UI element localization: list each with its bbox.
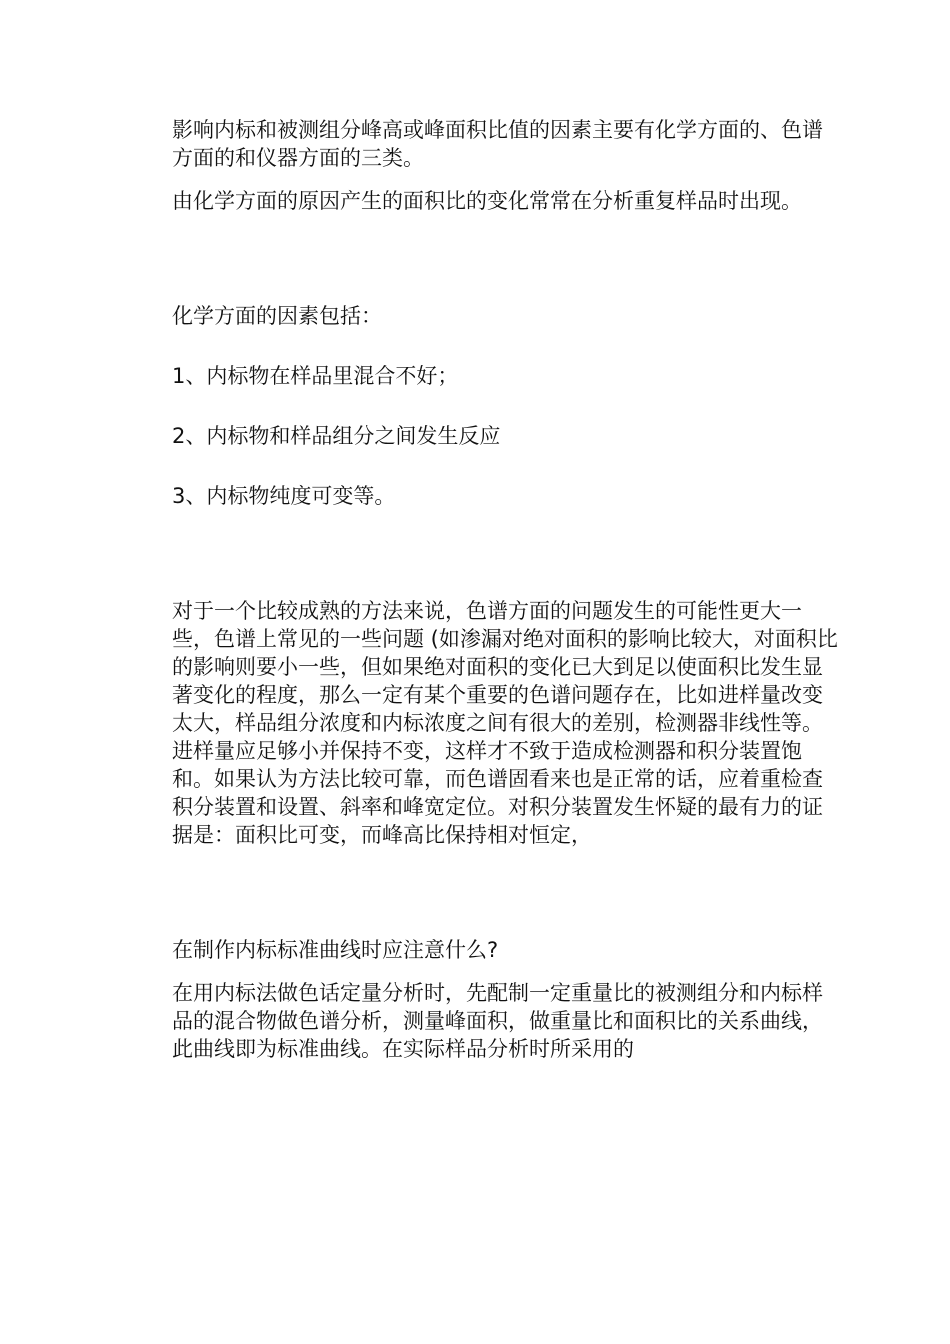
paragraph-chemical-factors-heading: 化学方面的因素包括： — [172, 304, 382, 328]
paragraph-calibration-question: 在制作内标标准曲线时应注意什么? — [172, 938, 499, 962]
list-item-1: 1、内标物在样品里混合不好； — [172, 364, 459, 388]
list-item-3: 3、内标物纯度可变等。 — [172, 484, 396, 508]
paragraph-chemical-cause: 由化学方面的原因产生的面积比的变化常常在分析重复样品时出现。 — [172, 189, 802, 213]
paragraph-chromatographic-issues: 对于一个比较成熟的方法来说，色谱方面的问题发生的可能性更大一些，色谱上常见的一些问题 (如渗漏对绝对面积的影响比较大，对面积比的影响则要小一些，但如果绝对面积的变化已大到足以使面积比发生显著变化的程度，那么一定有某个重要的色谱问题存在，比如进样量改变太大，样品组分浓度和内标浓度之间有很大的差别，检测器非线性等。进样量应足够小并保持不变，这样才不致于造成检测器和积分装置饱和。如果认为方法比较可靠，而色谱固看来也是正常的话，应着重检查积分装置和设置、斜率和峰宽定位。对积分装置发生怀疑的最有力的证据是：面积比可变，而峰高比保持相对恒定， — [172, 599, 838, 847]
paragraph-calibration-method: 在用内标法做色话定量分析时，先配制一定重量比的被测组分和内标样品的混合物做色谱分析，测量峰面积，做重量比和面积比的关系曲线，此曲线即为标准曲线。在实际样品分析时所采用的 — [172, 981, 823, 1061]
document-body — [172, 116, 842, 1063]
list-item-2: 2、内标物和样品组分之间发生反应 — [172, 424, 501, 448]
paragraph-factors-intro: 影响内标和被测组分峰高或峰面积比值的因素主要有化学方面的、色谱方面的和仪器方面的三类。 — [172, 118, 823, 170]
